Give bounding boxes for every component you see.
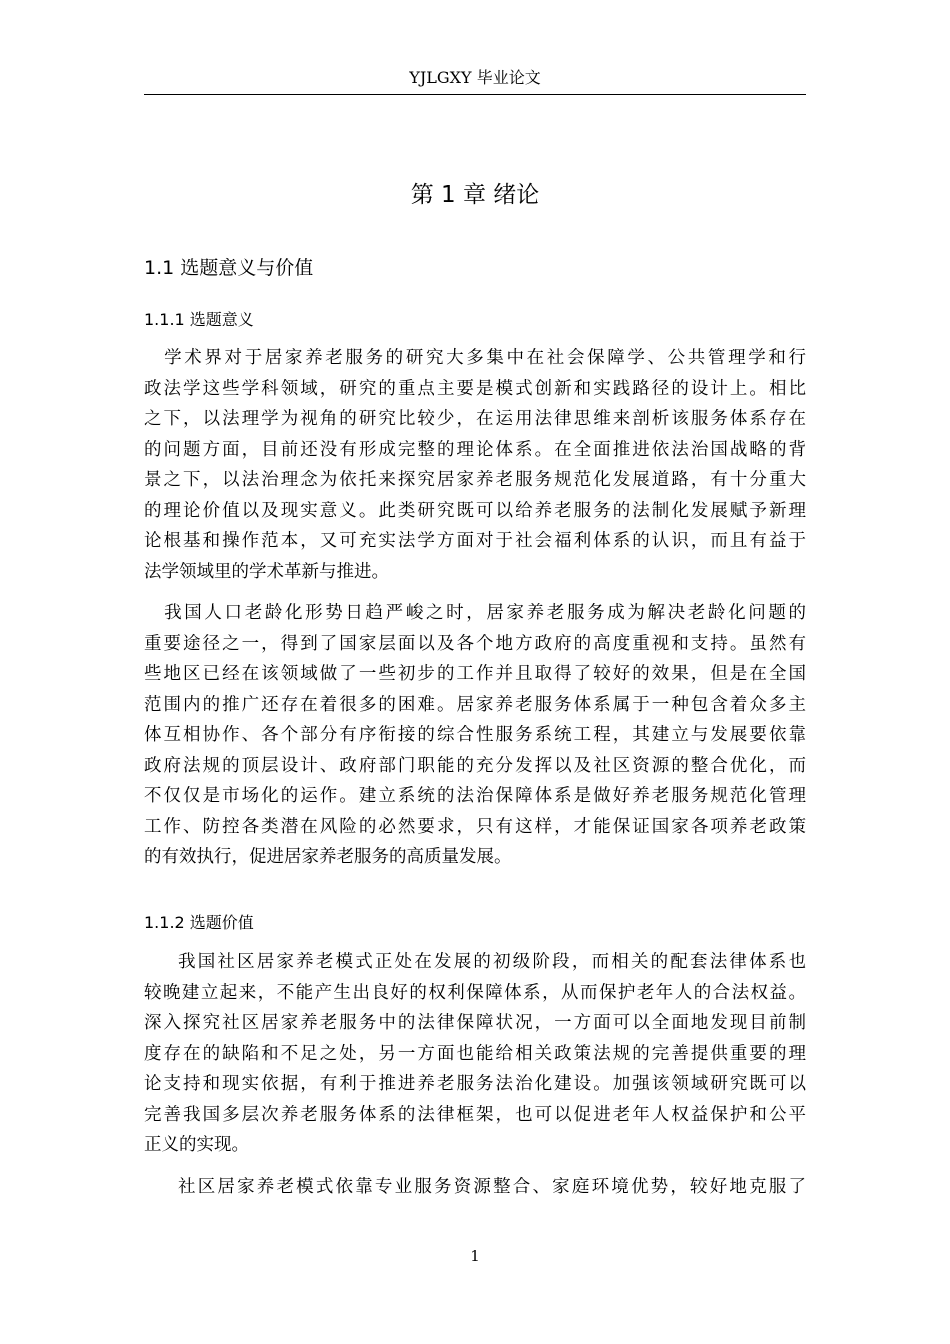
paragraph-line: 之下，以法理学为视角的研究比较少，在运用法律思维来剖析该服务体系存在 <box>144 409 806 429</box>
paragraph-line: 论支持和现实依据，有利于推进养老服务法治化建设。加强该领域研究既可以 <box>144 1074 806 1094</box>
paragraph-line: 体互相协作、各个部分有序衔接的综合性服务系统工程，其建立与发展要依靠 <box>144 725 806 745</box>
subsection-heading-1-1-1: 1.1.1 选题意义 <box>144 310 254 329</box>
paragraph-line: 的问题方面，目前还没有形成完整的理论体系。在全面推进依法治国战略的背 <box>144 439 806 460</box>
paragraph-line: 深入探究社区居家养老服务中的法律保障状况，一方面可以全面地发现目前制 <box>144 1013 806 1033</box>
paragraph-line: 我国人口老龄化形势日趋严峻之时，居家养老服务成为解决老龄化问题的 <box>144 603 806 623</box>
paragraph-1-1-2-b <box>144 1172 806 1203</box>
paragraph-line: 较晚建立起来，不能产生出良好的权利保障体系，从而保护老年人的合法权益。 <box>144 982 806 1003</box>
page-number: 1 <box>470 1247 480 1265</box>
paragraph-line: 论根基和操作范本，又可充实法学方面对于社会福利体系的认识，而且有益于 <box>144 531 806 551</box>
paragraph-line: 政府法规的顶层设计、政府部门职能的充分发挥以及社区资源的整合优化，而 <box>144 755 806 776</box>
paragraph-line: 社区居家养老模式依靠专业服务资源整合、家庭环境优势，较好地克服了 <box>178 1177 806 1197</box>
section-heading-1-1: 1.1 选题意义与价值 <box>144 257 314 279</box>
paragraph-line: 我国社区居家养老模式正处在发展的初级阶段，而相关的配套法律体系也 <box>178 952 806 972</box>
subsection-heading-1-1-2: 1.1.2 选题价值 <box>144 913 254 932</box>
running-header-title: YJLGXY 毕业论文 <box>409 68 541 87</box>
paragraph-line: 完善我国多层次养老服务体系的法律框架，也可以促进老年人权益保护和公平 <box>144 1104 806 1125</box>
running-header <box>144 66 806 95</box>
paragraph-line: 工作、防控各类潜在风险的必然要求，只有这样，才能保证国家各项养老政策 <box>144 816 806 837</box>
paragraph-line: 政法学这些学科领域，研究的重点主要是模式创新和实践路径的设计上。相比 <box>144 378 806 399</box>
paragraph-line: 的有效执行，促进居家养老服务的高质量发展。 <box>144 847 512 867</box>
paragraph-line: 景之下，以法治理念为依托来探究居家养老服务规范化发展道路，有十分重大 <box>144 470 806 490</box>
chapter-title: 第 1 章 绪论 <box>410 182 540 208</box>
paragraph-1-1-1-b <box>144 598 806 873</box>
paragraph-line: 度存在的缺陷和不足之处，另一方面也能给相关政策法规的完善提供重要的理 <box>144 1043 806 1064</box>
paragraph-line: 的理论价值以及现实意义。此类研究既可以给养老服务的法制化发展赋予新理 <box>144 500 806 521</box>
paragraph-line: 些地区已经在该领域做了一些初步的工作并且取得了较好的效果，但是在全国 <box>144 664 806 684</box>
paragraph-line: 重要途径之一，得到了国家层面以及各个地方政府的高度重视和支持。虽然有 <box>144 633 806 654</box>
paragraph-1-1-2-a <box>144 947 806 1161</box>
paragraph-line: 范围内的推广还存在着很多的困难。居家养老服务体系属于一种包含着众多主 <box>144 694 806 715</box>
paragraph-line: 学术界对于居家养老服务的研究大多集中在社会保障学、公共管理学和行 <box>144 348 806 368</box>
paragraph-line: 法学领域里的学术革新与推进。 <box>144 561 389 582</box>
paragraph-line: 正义的实现。 <box>144 1135 249 1155</box>
paragraph-line: 不仅仅是市场化的运作。建立系统的法治保障体系是做好养老服务规范化管理 <box>144 786 806 806</box>
paragraph-1-1-1-a <box>144 343 806 587</box>
